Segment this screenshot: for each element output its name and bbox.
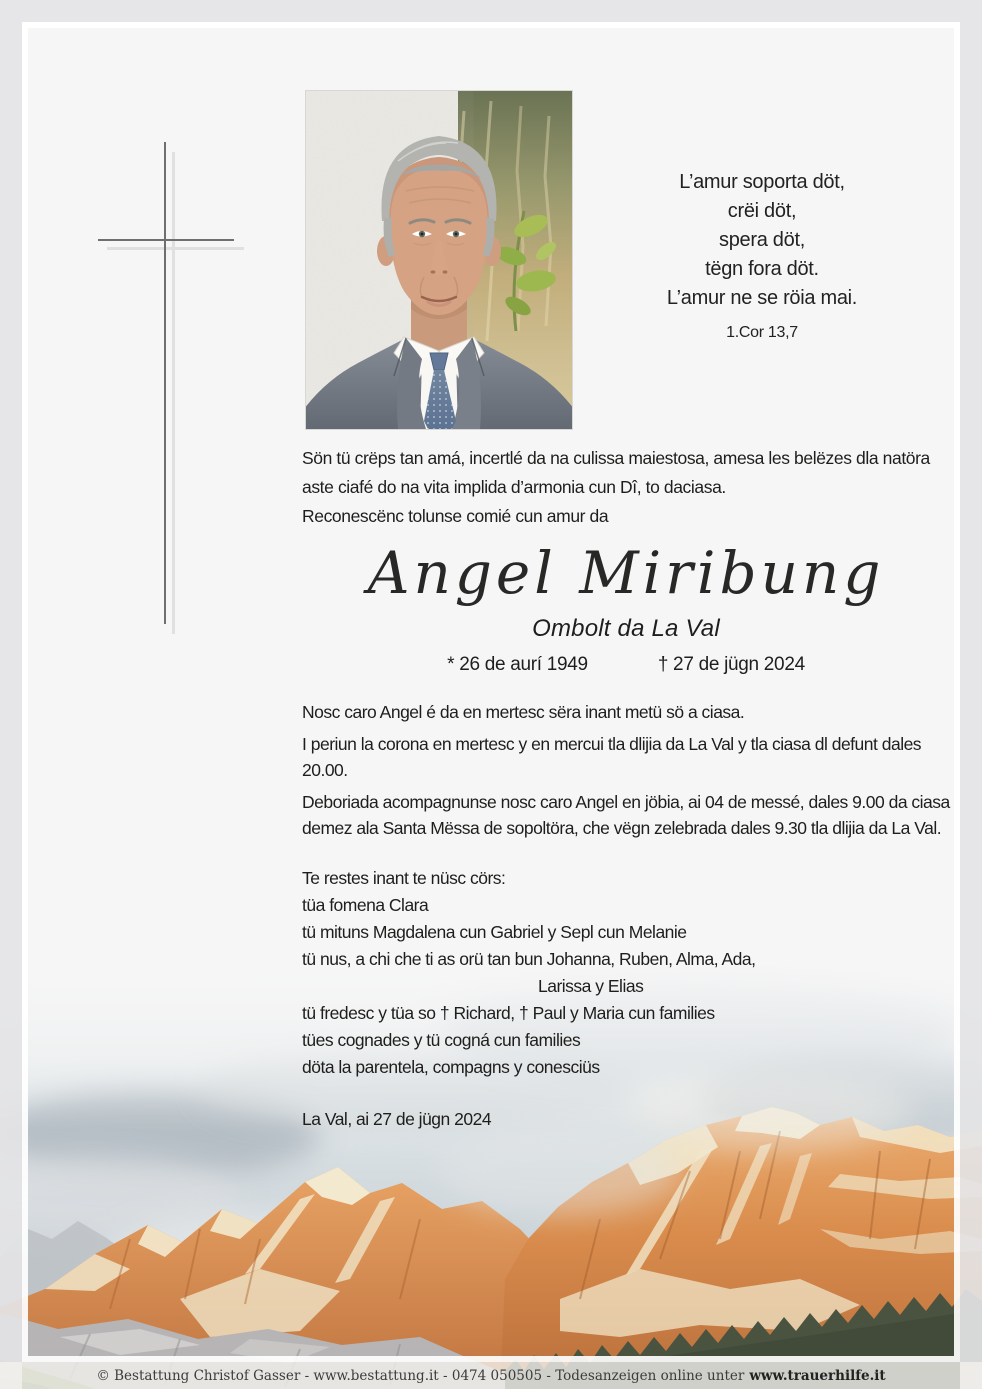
poem-line: spera döt, — [719, 229, 805, 251]
mourner-line: tü fredesc y tüa so † Richard, † Paul y Maria cun families — [302, 1003, 715, 1023]
announcement-paragraph: I periun la corona en mertesc y en mercui tla dlijia da La Val y tla ciasa dl defunt dales 20.00. — [302, 734, 922, 780]
main-column — [302, 444, 950, 1130]
intro-text: Sön tü crëps tan amá, incertlé da na culissa maiestosa, amesa les belëzes dla natöra aste ciafé do na vita implida d’armonia cun Dî, to daciasa. — [302, 448, 930, 497]
mourners-heading: Te restes inant te nüsc cörs: — [302, 868, 506, 888]
poem-line: crëi döt, — [727, 200, 797, 222]
cross-shadow-horizontal — [107, 247, 244, 250]
mourner-line-continuation: Larissa y Elias — [538, 976, 644, 996]
poem-line: L’amur ne se röia mai. — [666, 287, 858, 309]
poem-line: L’amur soporta döt, — [679, 171, 845, 193]
intro-paragraph — [302, 444, 950, 531]
mourners-list — [302, 865, 950, 1081]
mourner-line: döta la parentela, compagns y conesciüs — [302, 1057, 600, 1077]
poem-citation: 1.Cor 13,7 — [726, 324, 798, 341]
cross-shadow-vertical — [172, 152, 175, 634]
intro-lead-in: Reconescënc tolunse comié cun amur da — [302, 506, 609, 526]
poem-line: tëgn fora döt. — [705, 258, 819, 280]
footer-bar — [0, 1362, 982, 1389]
deceased-title: Ombolt da La Val — [532, 615, 720, 642]
announcement-paragraph: Nosc caro Angel é da en mertesc sëra inant metü sö a ciasa. — [302, 702, 745, 722]
poem — [612, 168, 912, 347]
portrait-photo-image — [306, 91, 572, 429]
footer-copyright: © Bestattung Christof Gasser - www.bestattung.it - 0474 050505 - Todesanzeigen online unter — [96, 1367, 745, 1384]
announcement — [302, 699, 950, 841]
place-dateline: La Val, ai 27 de jügn 2024 — [302, 1109, 492, 1129]
death-date: † 27 de jügn 2024 — [657, 654, 805, 675]
cross-horizontal-line — [98, 239, 234, 241]
portrait-photo — [305, 90, 573, 430]
birth-date: * 26 de aurí 1949 — [447, 654, 588, 675]
announcement-paragraph: Deboriada acompagnunse nosc caro Angel en jöbia, ai 04 de messé, dales 9.00 da ciasa demez ala Santa Mëssa de sopoltöra, che vëgn zelebrada dales 9.30 tla dlijia da La Val. — [302, 792, 950, 838]
mourner-line: tü nus, a chi che ti as orü tan bun Johanna, Ruben, Alma, Ada, — [302, 949, 756, 969]
cross-vertical-line — [164, 142, 166, 624]
mourner-line: tü mituns Magdalena cun Gabriel y Sepl cun Melanie — [302, 922, 687, 942]
deceased-name: Angel Miribung — [367, 539, 885, 607]
mourner-line: tüa fomena Clara — [302, 895, 429, 915]
life-dates — [302, 653, 950, 677]
mourner-line: tües cognades y tü cogná cun families — [302, 1030, 581, 1050]
footer-site-link: www.trauerhilfe.it — [749, 1367, 886, 1384]
